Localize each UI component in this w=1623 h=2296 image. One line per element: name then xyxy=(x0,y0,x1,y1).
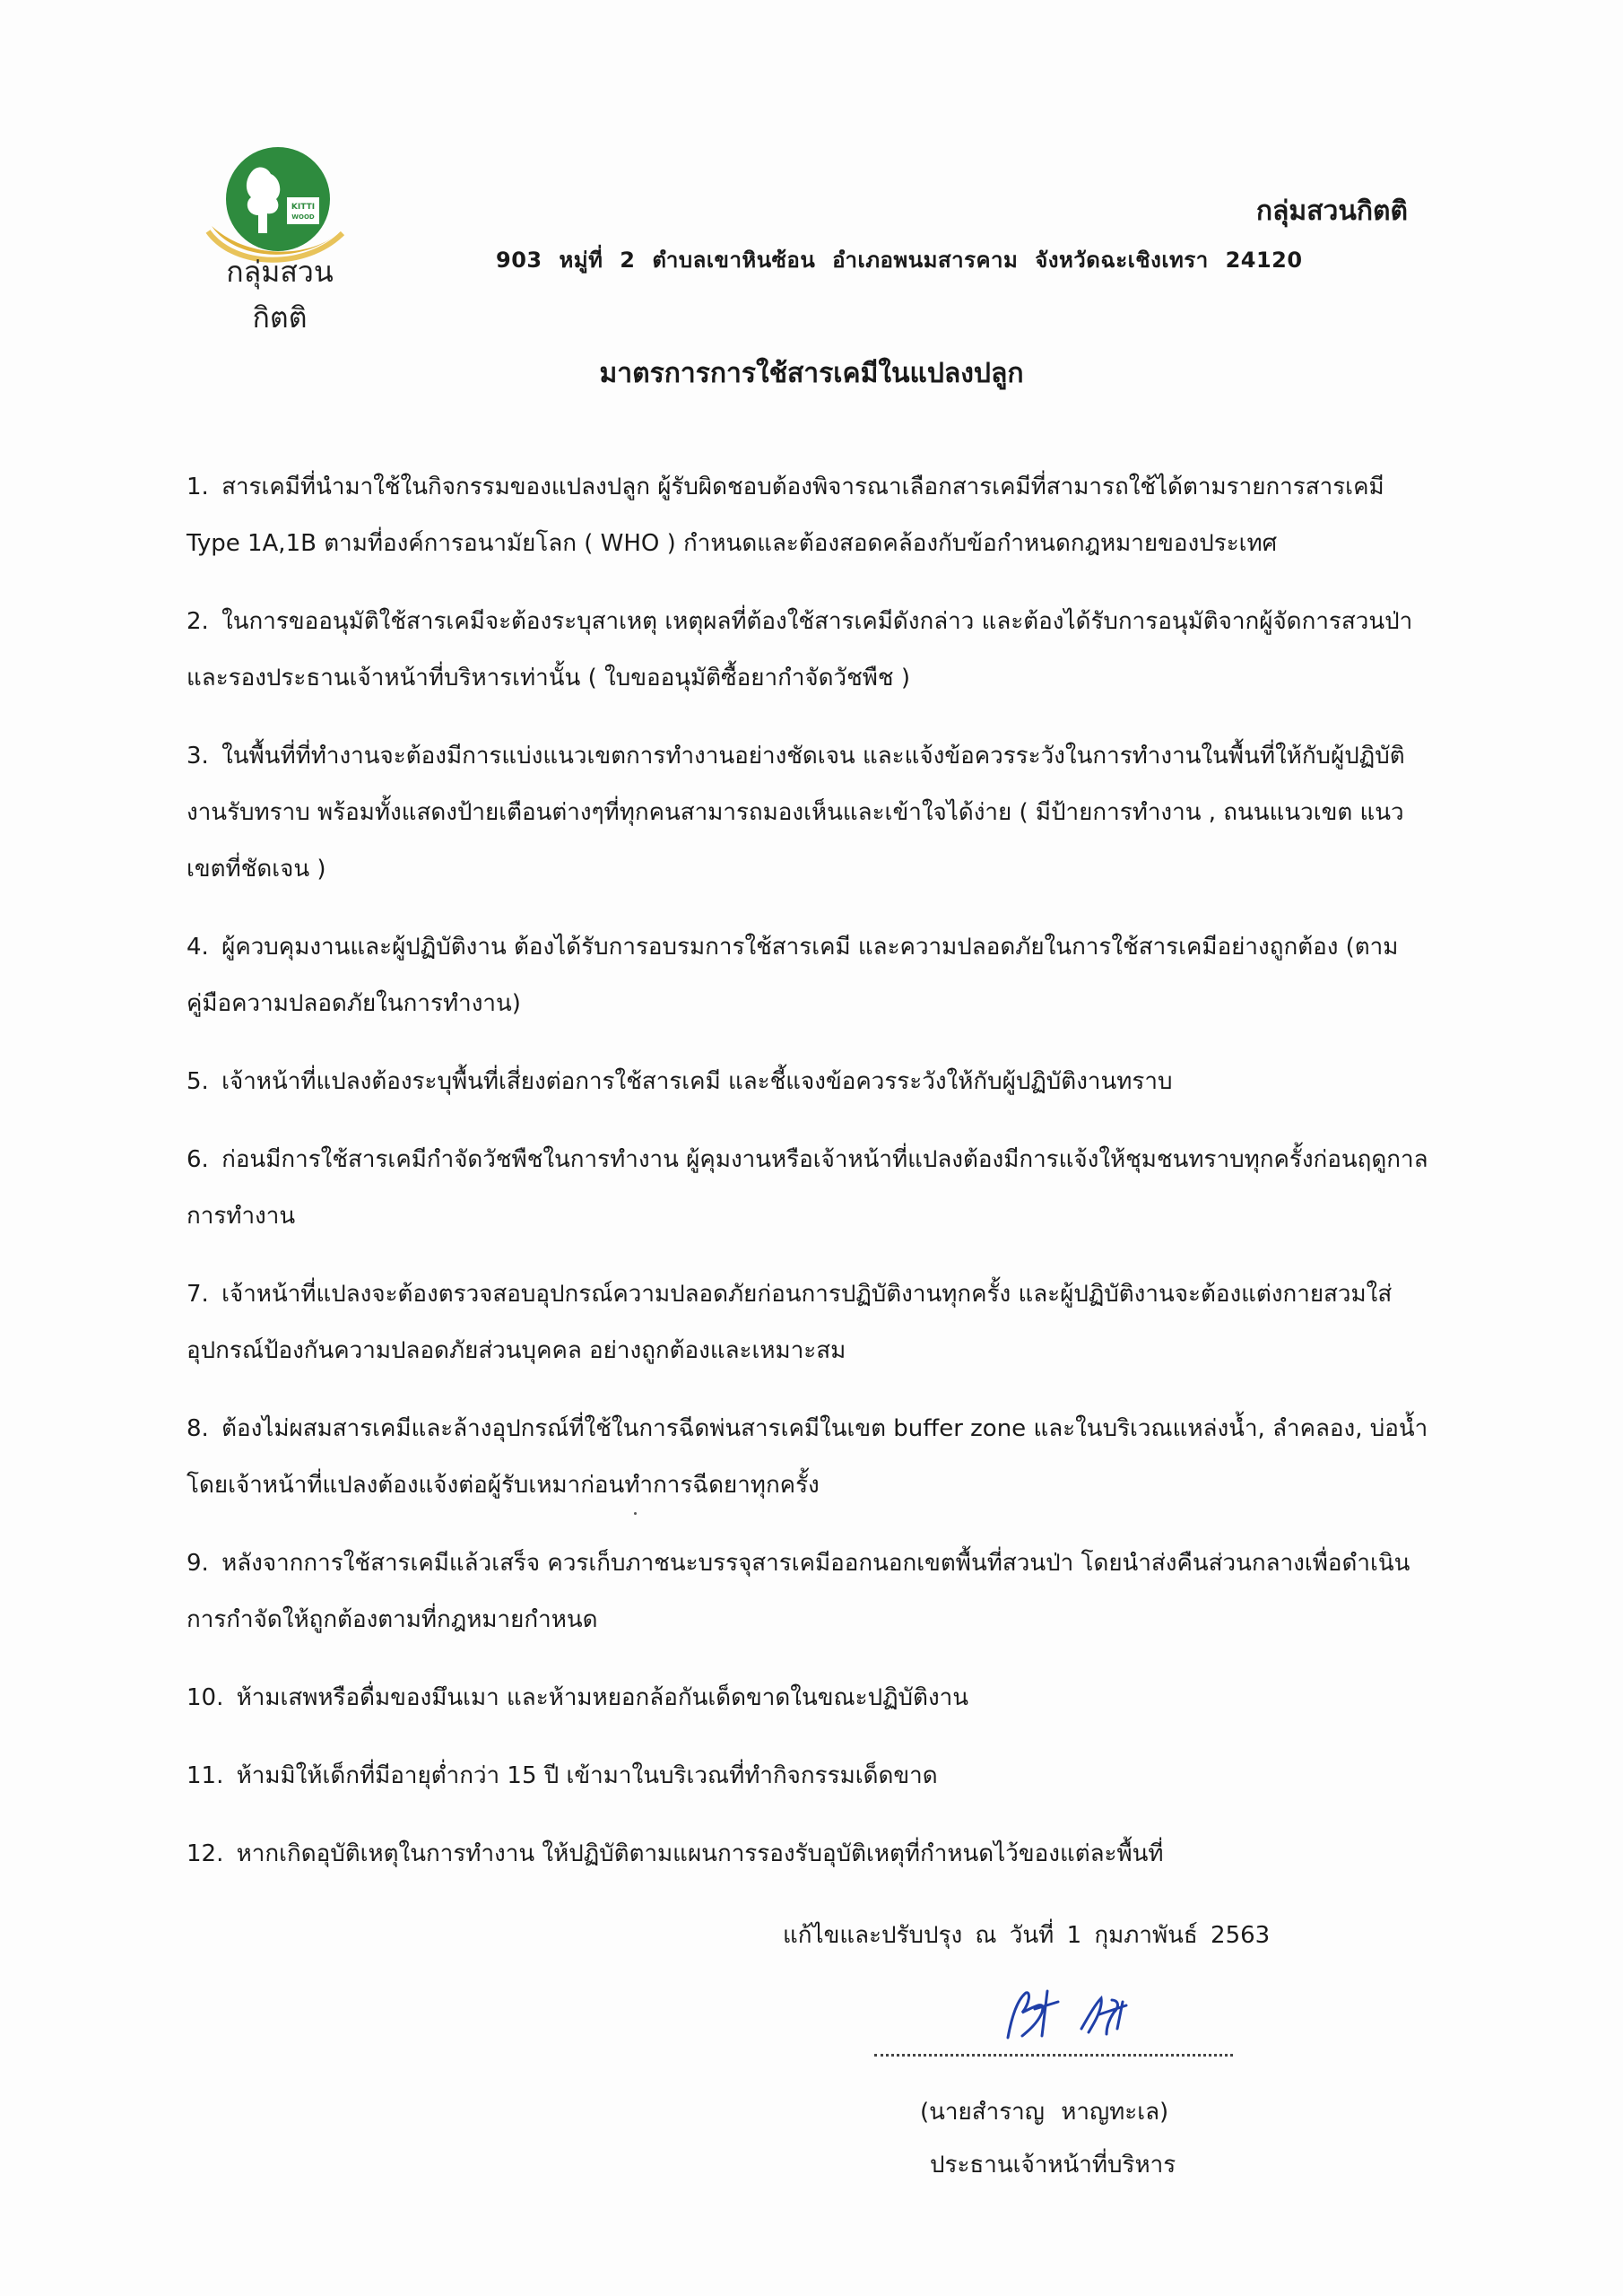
item-text: ห้ามเสพหรือดื่มของมึนเมา และห้ามหยอกล้อกันเด็ดขาดในขณะปฏิบัติงาน xyxy=(236,1684,969,1711)
item-text: หากเกิดอุบัติเหตุในการทำงาน ให้ปฏิบัติตามแผนการรองรับอุบัติเหตุที่กำหนดไว้ของแต่ละพื้นที่ xyxy=(236,1840,1164,1867)
item-text: ผู้ควบคุมงานและผู้ปฏิบัติงาน ต้องได้รับการอบรมการใช้สารเคมี และความปลอดภัยในการใช้สารเคมีอย่างถูกต้อง (ตามคู่มือความปลอดภัยในการทำงาน) xyxy=(187,934,1399,1017)
revision-date: แก้ไขและปรับปรุง ณ วันที่ 1 กุมภาพันธ์ 2563 xyxy=(783,1922,1271,1949)
list-item xyxy=(187,1535,1442,1648)
item-text: เจ้าหน้าที่แปลงจะต้องตรวจสอบอุปกรณ์ความปลอดภัยก่อนการปฏิบัติงานทุกครั้ง และผู้ปฏิบัติงานจะต้องแต่งกายสวมใส่อุปกรณ์ป้องกันความปลอดภัยส่วนบุคคล อย่างถูกต้องและเหมาะสม xyxy=(187,1281,1393,1364)
signature-image xyxy=(995,1982,1157,2054)
item-text: ก่อนมีการใช้สารเคมีกำจัดวัชพืชในการทำงาน ผู้คุมงานหรือเจ้าหน้าที่แปลงต้องมีการแจ้งให้ชุมชนทราบทุกครั้งก่อนฤดูกาลการทำงาน xyxy=(187,1146,1428,1230)
list-item xyxy=(187,1132,1442,1245)
item-text: ในการขออนุมัติใช้สารเคมีจะต้องระบุสาเหตุ เหตุผลที่ต้องใช้สารเคมีดังกล่าว และต้องได้รับการอนุมัติจากผู้จัดการสวนป่าและรองประธานเจ้าหน้าที่บริหารเท่านั้น ( ใบขออนุมัติซื้อยากำจัดวัชพืช ) xyxy=(187,608,1413,691)
item-number: 5. xyxy=(187,1068,209,1095)
item-number: 2. xyxy=(187,608,209,635)
signer-title: ประธานเจ้าหน้าที่บริหาร xyxy=(930,2152,1176,2179)
signer-name: (นายสำราญ หาญทะเล) xyxy=(920,2099,1169,2126)
organization-name: กลุ่มสวนกิตติ xyxy=(1255,196,1408,227)
item-number: 11. xyxy=(187,1762,224,1789)
item-number: 3. xyxy=(187,743,209,770)
item-number: 9. xyxy=(187,1550,209,1577)
item-number: 7. xyxy=(187,1281,209,1308)
item-number: 8. xyxy=(187,1415,209,1442)
signature-line xyxy=(874,2054,1233,2057)
list-item xyxy=(187,728,1442,898)
list-item xyxy=(187,459,1442,572)
document-title: มาตรการการใช้สารเคมีในแปลงปลูก xyxy=(599,358,1024,389)
item-number: 6. xyxy=(187,1146,209,1173)
list-item xyxy=(187,1670,1442,1726)
measures-list xyxy=(187,459,1442,1904)
list-item xyxy=(187,1266,1442,1379)
logo-mark-wood: WOOD xyxy=(291,213,315,221)
item-text: ต้องไม่ผสมสารเคมีและล้างอุปกรณ์ที่ใช้ในการฉีดพ่นสารเคมีในเขต buffer zone และในบริเวณแหล่งน้ำ, ลำคลอง, บ่อน้ำ โดยเจ้าหน้าที่แปลงต้องแจ้งต่อผู้รับเหมาก่อนทำการฉีดยาทุกครั้ง xyxy=(187,1415,1428,1499)
list-item xyxy=(187,594,1442,707)
item-text: เจ้าหน้าที่แปลงต้องระบุพื้นที่เสี่ยงต่อการใช้สารเคมี และชี้แจงข้อควรระวังให้กับผู้ปฏิบัติงานทราบ xyxy=(221,1068,1173,1095)
item-number: 10. xyxy=(187,1684,224,1711)
list-item xyxy=(187,1826,1442,1883)
list-item xyxy=(187,919,1442,1032)
item-number: 1. xyxy=(187,474,209,500)
list-item xyxy=(187,1748,1442,1805)
item-number: 4. xyxy=(187,934,209,961)
organization-address: 903 หมู่ที่ 2 ตำบลเขาหินซ้อน อำเภอพนมสารคาม จังหวัดฉะเชิงเทรา 24120 xyxy=(496,248,1303,273)
item-text: สารเคมีที่นำมาใช้ในกิจกรรมของแปลงปลูก ผู้รับผิดชอบต้องพิจารณาเลือกสารเคมีที่สามารถใช้ได้ตามรายการสารเคมี Type 1A,1B ตามที่องค์การอนามัยโลก ( WHO ) กำหนดและต้องสอดคล้องกับข้อกำหนดกฎหมายของประเทศ xyxy=(187,474,1384,557)
item-text: ในพื้นที่ที่ทำงานจะต้องมีการแบ่งแนวเขตการทำงานอย่างชัดเจน และแจ้งข้อควรระวังในการทำงานในพื้นที่ให้กับผู้ปฏิบัติงานรับทราบ พร้อมทั้งแสดงป้ายเตือนต่างๆที่ทุกคนสามารถมองเห็นและเข้าใจได้ง่าย ( มีป้ายการทำงาน , ถนนแนวเขต แนวเขตที่ชัดเจน ) xyxy=(187,743,1405,883)
list-item xyxy=(187,1054,1442,1110)
item-text: หลังจากการใช้สารเคมีแล้วเสร็จ ควรเก็บภาชนะบรรจุสารเคมีออกนอกเขตพื้นที่สวนป่า โดยนำส่งคืนส่วนกลางเพื่อดำเนินการกำจัดให้ถูกต้องตามที่กฎหมายกำหนด xyxy=(187,1550,1410,1633)
logo-mark-kitti: KITTI xyxy=(291,203,316,212)
item-number: 12. xyxy=(187,1840,224,1867)
list-item xyxy=(187,1401,1442,1514)
item-text: ห้ามมิให้เด็กที่มีอายุต่ำกว่า 15 ปี เข้ามาในบริเวณที่ทำกิจกรรมเด็ดขาด xyxy=(236,1762,938,1789)
logo-caption: กลุ่มสวนกิตติ xyxy=(226,256,334,334)
scan-speck xyxy=(634,1512,637,1515)
